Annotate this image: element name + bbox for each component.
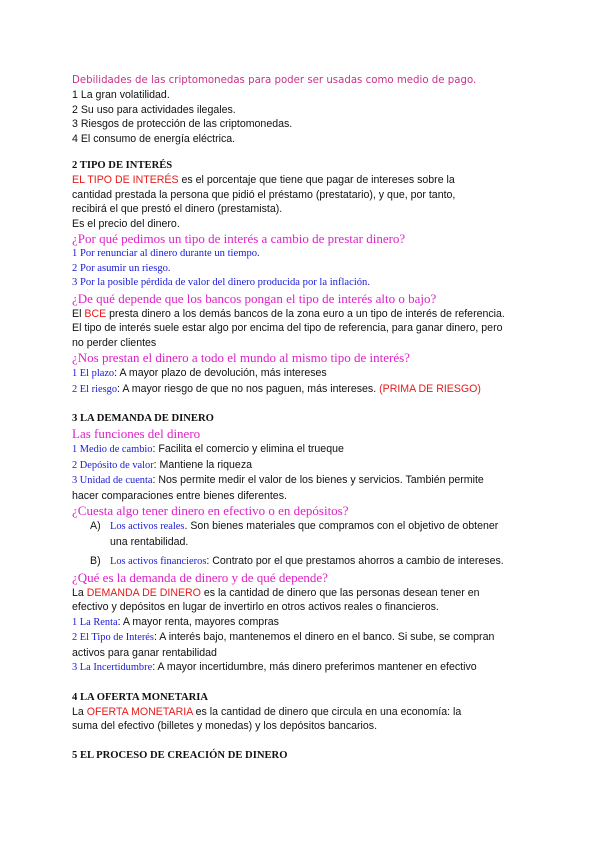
term: DEMANDA DE DINERO <box>86 586 201 599</box>
term: BCE <box>84 307 107 320</box>
document-page <box>72 74 542 763</box>
text: : Mantiene la riqueza <box>153 458 253 471</box>
section-title: 3 LA DEMANDA DE DINERO <box>72 413 214 424</box>
question-heading: ¿Qué es la demanda de dinero y de qué depende? <box>72 569 328 585</box>
question-heading: ¿Nos prestan el dinero a todo el mundo al mismo tipo de interés? <box>72 350 410 365</box>
text: es la cantidad de dinero que circula en una economía: la <box>192 705 462 718</box>
text: es la cantidad de dinero que las personas desean tener en <box>200 586 480 599</box>
list-item <box>72 630 542 646</box>
list-item: 2 Por asumir un riesgo. <box>72 262 171 274</box>
item-label: 1 El plazo <box>72 368 115 379</box>
paragraph-line: Es el precio del dinero. <box>72 217 180 230</box>
section-title: 2 TIPO DE INTERÉS <box>72 160 173 171</box>
text: : A mayor incertidumbre, más dinero preferimos mantener en efectivo <box>152 661 477 673</box>
text: : A mayor plazo de devolución, más intereses <box>114 367 327 379</box>
item-marker: B) <box>90 555 101 567</box>
list-item <box>72 660 542 676</box>
list-item: 1 Por renunciar al dinero durante un tiempo. <box>72 248 260 259</box>
paragraph-line: efectivo y depósitos en lugar de invertirlo en otros activos reales o financieros. <box>72 601 439 613</box>
paragraph-line: hacer comparaciones entre bienes diferentes. <box>72 489 287 502</box>
list-item <box>72 442 542 458</box>
text: La <box>72 705 87 718</box>
text: : Contrato por el que prestamos ahorros a cambio de intereses. <box>206 555 504 567</box>
list-item <box>72 458 542 474</box>
text: : A interés bajo, mantenemos el dinero en el banco. Si sube, se compran <box>153 631 495 643</box>
paragraph-line: una rentabilidad. <box>110 535 189 548</box>
text: : Facilita el comercio y elimina el trueque <box>152 443 344 455</box>
paragraph-line: no perder clientes <box>72 336 157 349</box>
text: . Son bienes materiales que compramos con el objetivo de obtener <box>184 520 499 532</box>
item-marker: A) <box>90 520 101 532</box>
question-heading: ¿Cuesta algo tener dinero en efectivo o en depósitos? <box>72 503 349 518</box>
list-item: 4 El consumo de energía eléctrica. <box>72 132 236 145</box>
intro-heading: Debilidades de las criptomonedas para poder ser usadas como medio de pago. <box>72 75 477 86</box>
item-label: Los activos financieros <box>110 556 207 567</box>
item-label: 1 La Renta <box>72 616 118 628</box>
text: es el porcentaje que tiene que pagar de intereses sobre la <box>178 174 455 186</box>
section-title: 4 LA OFERTA MONETARIA <box>72 691 209 703</box>
text: El <box>72 307 85 320</box>
text: : A mayor riesgo de que no nos paguen, más intereses. <box>117 382 380 395</box>
item-label: 3 Unidad de cuenta <box>72 475 153 486</box>
term: EL TIPO DE INTERÉS <box>72 174 179 186</box>
item-label: 3 La Incertidumbre <box>72 662 153 673</box>
list-item <box>72 519 542 535</box>
item-label: Los activos reales <box>110 521 185 532</box>
paragraph-line <box>72 705 542 720</box>
subsection-heading: Las funciones del dinero <box>72 426 201 441</box>
paragraph-line: cantidad prestada la persona que pidió el préstamo (prestatario), y que, por tanto, <box>72 188 456 201</box>
paragraph-line <box>72 586 542 601</box>
paragraph-line: recibirá el que prestó el dinero (prestamista). <box>72 203 283 215</box>
text: presta dinero a los demás bancos de la zona euro a un tipo de interés de referencia. <box>106 307 505 320</box>
list-item <box>72 366 542 382</box>
list-item: 1 La gran volatilidad. <box>72 89 170 101</box>
question-heading: ¿De qué depende que los bancos pongan el tipo de interés alto o bajo? <box>72 290 437 306</box>
section-title: 5 EL PROCESO DE CREACIÓN DE DINERO <box>72 749 288 761</box>
item-label: 2 El Tipo de Interés <box>72 632 154 643</box>
text: : Nos permite medir el valor de los bienes y servicios. También permite <box>152 474 484 486</box>
paragraph-line: El tipo de interés suele estar algo por encima del tipo de referencia, para ganar dinero, pero <box>72 322 503 334</box>
item-label: 2 El riesgo <box>72 383 118 395</box>
paragraph-line: suma del efectivo (billetes y monedas) y los depósitos bancarios. <box>72 720 378 732</box>
list-item <box>72 615 542 631</box>
question-heading: ¿Por qué pedimos un tipo de interés a cambio de prestar dinero? <box>72 231 406 246</box>
list-item <box>72 382 542 398</box>
list-item <box>72 473 542 489</box>
tag: (PRIMA DE RIESGO) <box>379 382 481 395</box>
paragraph-line: activos para ganar rentabilidad <box>72 646 217 659</box>
paragraph-line <box>72 173 542 188</box>
paragraph-line <box>72 307 542 322</box>
term: OFERTA MONETARIA <box>86 705 193 718</box>
item-label: 1 Medio de cambio <box>72 444 153 455</box>
text: La <box>72 586 87 599</box>
list-item <box>72 554 542 570</box>
list-item: 3 Por la posible pérdida de valor del dinero producida por la inflación. <box>72 277 371 288</box>
list-item: 3 Riesgos de protección de las criptomonedas. <box>72 118 293 130</box>
text: : A mayor renta, mayores compras <box>117 615 279 628</box>
list-item: 2 Su uso para actividades ilegales. <box>72 103 236 116</box>
item-label: 2 Depósito de valor <box>72 459 154 471</box>
